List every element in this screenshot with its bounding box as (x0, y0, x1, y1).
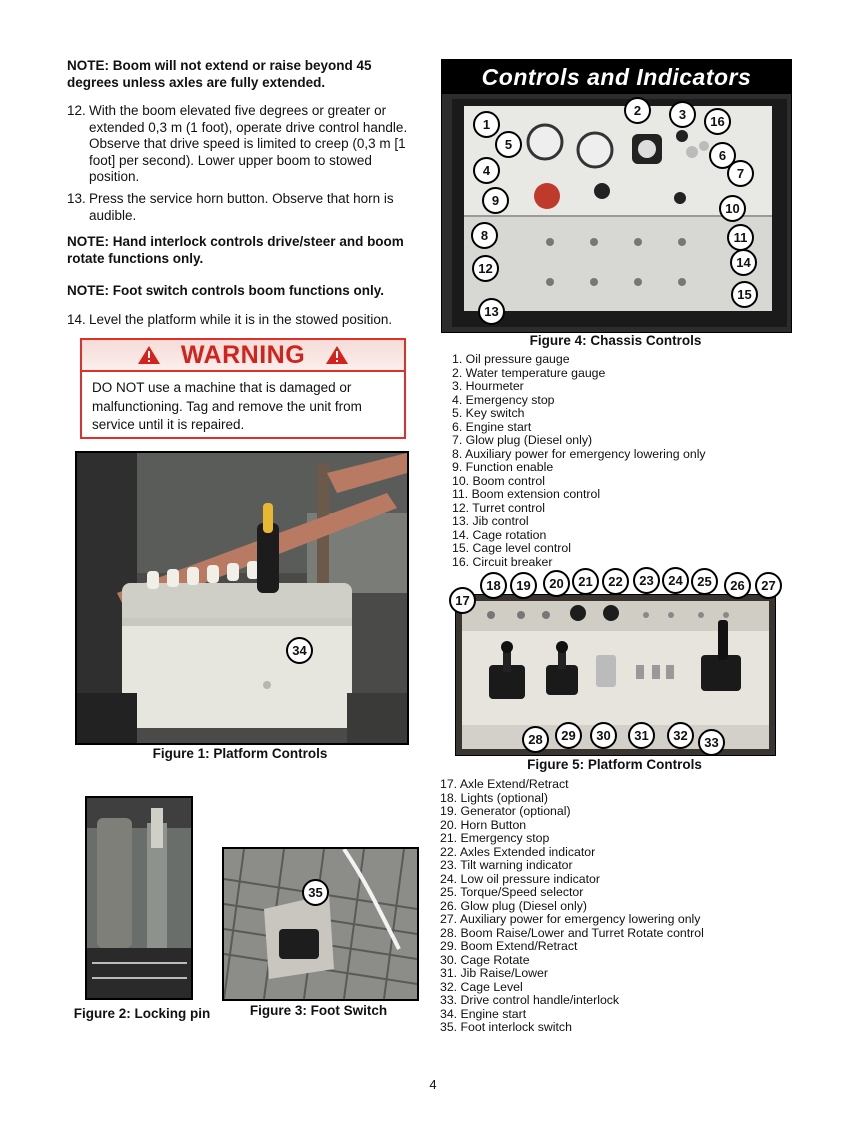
figure-2-caption: Figure 2: Locking pin (73, 1006, 211, 1021)
legend-item: 28. Boom Raise/Lower and Turret Rotate control (440, 925, 704, 940)
callout-8: 8 (471, 222, 498, 249)
legend-item: 35. Foot interlock switch (440, 1020, 572, 1034)
callout-1: 1 (473, 111, 500, 138)
step-12-number: 12. (67, 103, 86, 118)
callout-34: 34 (286, 637, 313, 664)
callout-17: 17 (449, 587, 476, 614)
callout-3: 3 (669, 101, 696, 128)
callout-4: 4 (473, 157, 500, 184)
figure-1-photo (75, 451, 409, 745)
callout-33: 33 (698, 729, 725, 756)
callout-12: 12 (472, 255, 499, 282)
legend-item: 18. Lights (optional) (440, 790, 549, 805)
callout-9: 9 (482, 187, 509, 214)
legend-item: 10. Boom control (452, 473, 545, 488)
warning-triangle-icon (137, 345, 161, 365)
callout-20: 20 (543, 570, 570, 597)
callout-2: 2 (624, 97, 651, 124)
callout-13: 13 (478, 298, 505, 325)
callout-32: 32 (667, 722, 694, 749)
legend-item: 30. Cage Rotate (440, 952, 530, 967)
legend-item: 27. Auxiliary power for emergency lowering only (440, 912, 701, 926)
warning-header (82, 340, 404, 372)
legend-item: 9. Function enable (452, 460, 554, 474)
step-12-text: With the boom elevated five degrees or greater or extended 0,3 m (1 foot), operate drive control handle. Observe that drive speed is limited to creep (0,3 m [1 foot] per second). Lower upper boom to stowed position. (89, 103, 408, 184)
callout-15: 15 (731, 281, 758, 308)
figure-5-caption: Figure 5: Platform Controls (527, 757, 702, 772)
legend-item: 24. Low oil pressure indicator (440, 871, 600, 886)
callout-30: 30 (590, 722, 617, 749)
legend-item: 26. Glow plug (Diesel only) (440, 898, 587, 913)
legend-item: 5. Key switch (452, 406, 525, 420)
legend-item: 6. Engine start (452, 419, 532, 434)
legend-item: 13. Jib control (452, 514, 529, 528)
figure-2-photo (85, 796, 193, 1000)
legend-item: 19. Generator (optional) (440, 804, 571, 818)
legend-item: 1. Oil pressure gauge (452, 352, 570, 366)
callout-29: 29 (555, 722, 582, 749)
callout-7: 7 (727, 160, 754, 187)
legend-item: 17. Axle Extend/Retract (440, 777, 569, 791)
legend-item: 31. Jib Raise/Lower (440, 966, 548, 980)
callout-21: 21 (572, 568, 599, 595)
legend-item: 8. Auxiliary power for emergency lowering only (452, 446, 706, 461)
step-14-text: Level the platform while it is in the stowed position. (89, 312, 393, 327)
callout-6: 6 (709, 142, 736, 169)
legend-item: 32. Cage Level (440, 979, 523, 994)
callout-28: 28 (522, 726, 549, 753)
step-13 (67, 191, 417, 224)
legend-item: 7. Glow plug (Diesel only) (452, 433, 593, 447)
callout-14: 14 (730, 249, 757, 276)
callout-10: 10 (719, 195, 746, 222)
warning-text: DO NOT use a machine that is damaged or malfunctioning. Tag and remove the unit from service until it is repaired. (92, 380, 362, 432)
step-13-number: 13. (67, 191, 86, 206)
legend-item: 3. Hourmeter (452, 379, 524, 393)
legend-item: 14. Cage rotation (452, 527, 547, 542)
step-14-number: 14. (67, 312, 86, 327)
legend-item: 15. Cage level control (452, 541, 571, 555)
step-13-text: Press the service horn button. Observe that horn is audible. (89, 191, 394, 223)
figure-4-caption: Figure 4: Chassis Controls (529, 333, 702, 348)
callout-35: 35 (302, 879, 329, 906)
legend-item: 29. Boom Extend/Retract (440, 939, 578, 953)
step-12 (67, 103, 417, 186)
warning-title: WARNING (180, 340, 306, 369)
callout-26: 26 (724, 572, 751, 599)
legend-item: 4. Emergency stop (452, 392, 555, 407)
note-boom-extend: NOTE: Boom will not extend or raise beyond 45 degrees unless axles are fully extended. (67, 58, 372, 90)
note-foot-switch: NOTE: Foot switch controls boom functions only. (67, 283, 384, 298)
page-number: 4 (429, 1077, 437, 1092)
callout-25: 25 (691, 568, 718, 595)
callout-23: 23 (633, 567, 660, 594)
figure-3-caption: Figure 3: Foot Switch (249, 1003, 388, 1018)
figure-1-caption: Figure 1: Platform Controls (152, 746, 328, 761)
step-14 (67, 312, 417, 329)
callout-31: 31 (628, 722, 655, 749)
warning-box (80, 338, 406, 439)
legend-item: 12. Turret control (452, 500, 545, 515)
legend-item: 16. Circuit breaker (452, 554, 553, 569)
legend-item: 22. Axles Extended indicator (440, 844, 596, 859)
callout-18: 18 (480, 572, 507, 599)
warning-triangle-icon (325, 345, 349, 365)
callout-24: 24 (662, 567, 689, 594)
callout-19: 19 (510, 572, 537, 599)
callout-5: 5 (495, 131, 522, 158)
callout-16: 16 (704, 108, 731, 135)
legend-item: 2. Water temperature gauge (452, 365, 606, 380)
legend-item: 11. Boom extension control (452, 487, 601, 501)
legend-item: 25. Torque/Speed selector (440, 885, 584, 899)
legend-item: 23. Tilt warning indicator (440, 858, 573, 872)
callout-27: 27 (755, 572, 782, 599)
figure-4-legend (452, 353, 792, 569)
callout-22: 22 (602, 568, 629, 595)
legend-item: 33. Drive control handle/interlock (440, 993, 620, 1007)
figure-5-legend (440, 778, 795, 1035)
legend-item: 21. Emergency stop (440, 831, 550, 845)
note-hand-interlock: NOTE: Hand interlock controls drive/steer and boom rotate functions only. (67, 234, 404, 266)
legend-item: 34. Engine start (440, 1006, 527, 1021)
legend-item: 20. Horn Button (440, 817, 527, 832)
callout-11: 11 (727, 224, 754, 251)
section-header: Controls and Indicators (442, 60, 791, 94)
figure-3-photo (222, 847, 419, 1001)
